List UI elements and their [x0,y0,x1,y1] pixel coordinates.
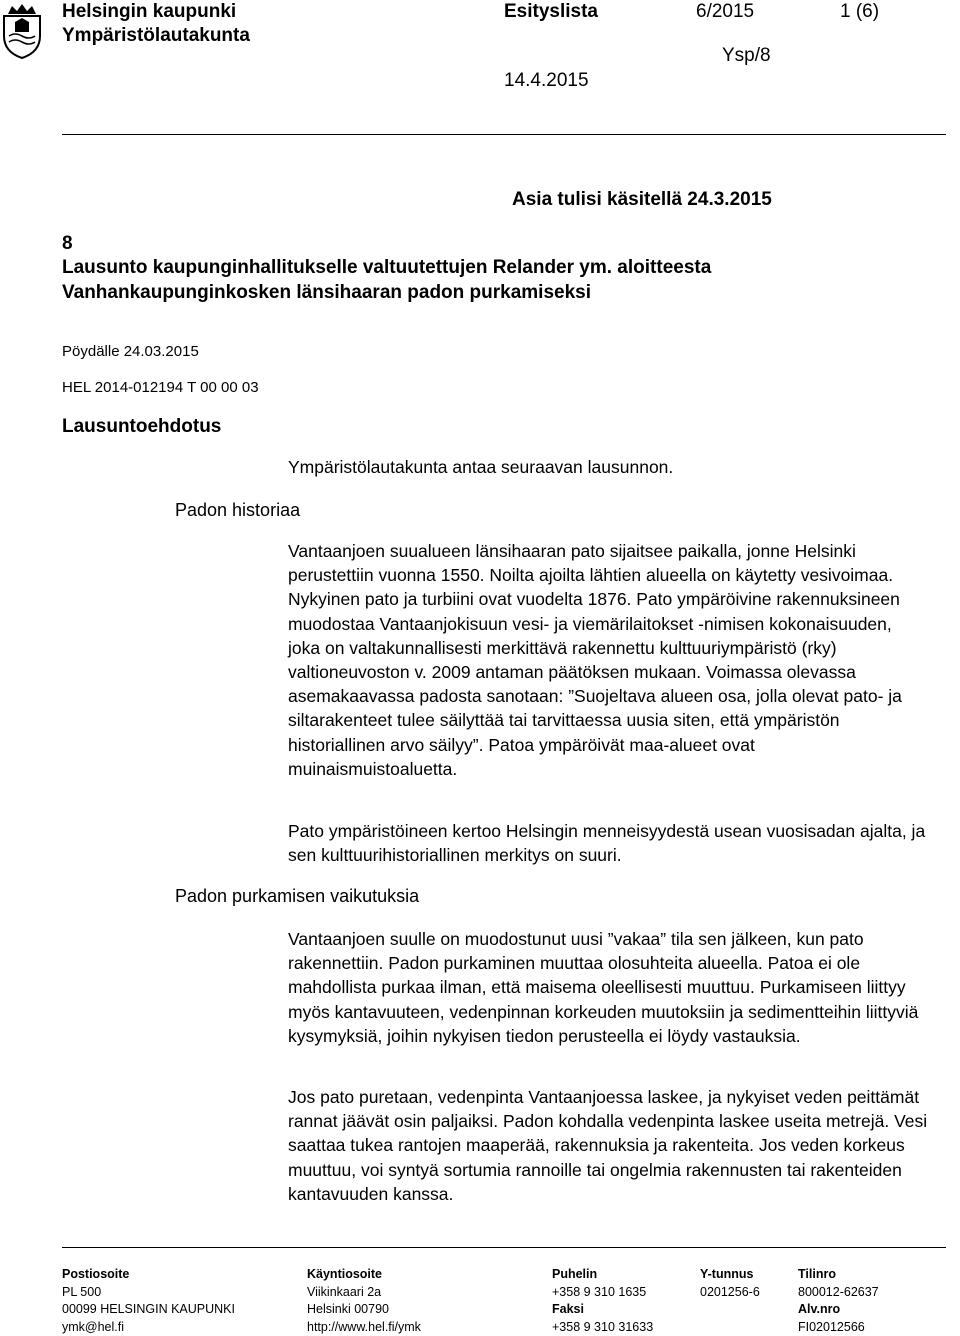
footer-business-id [700,1266,760,1301]
header-unit: Ympäristölautakunta [62,24,250,48]
body-paragraph: Pato ympäristöineen kertoo Helsingin menneisyydestä usean vuosisadan ajalta, ja sen kulttuurihistoriallinen merkitys on suuri. [288,819,928,867]
footer-label: Postiosoite [62,1266,235,1284]
footer-account [798,1266,879,1336]
footer-value: +358 9 310 1635 [552,1284,653,1302]
footer-postal-address [62,1266,235,1336]
footer-value: Helsinki 00790 [307,1301,421,1319]
footer-label: Puhelin [552,1266,653,1284]
body-paragraph: Jos pato puretaan, vedenpinta Vantaanjoessa laskee, ja nykyiset veden peittämät rannat jäävät osin paljaiksi. Padon kohdalla vedenpinta laskee useita metrejä. Vesi saattaa tukea rantojen maaperää, rakennuksia ja rakenteita. Jos veden korkeus muuttuu, voi syntyä sortumia rannoille tai ongelmia rakennusten tai rakenteiden kantavuuden kanssa. [288,1085,928,1206]
case-reference: HEL 2014-012194 T 00 00 03 [62,378,259,398]
footer-label: Alv.nro [798,1301,879,1319]
footer-divider [62,1247,946,1248]
footer-label: Faksi [552,1301,653,1319]
footer-value: FI02012566 [798,1319,879,1336]
body-paragraph: Ympäristölautakunta antaa seuraavan lausunnon. [288,455,928,479]
helsinki-crest-logo [0,2,44,60]
footer-value: PL 500 [62,1284,235,1302]
header-section-code: Ysp/8 [722,44,771,68]
header-divider [62,134,946,135]
header-date: 14.4.2015 [504,69,589,93]
body-paragraph: Vantaanjoen suualueen länsihaaran pato sijaitsee paikalla, jonne Helsinki perustettiin vuonna 1550. Noilta ajoilta lähtien alueella on käytetty vesivoimaa. Nykyinen pato ja turbiini ovat vuodelta 1876. Pato ympäröivine rakennuksineen muodostaa Vantaanjokisuun vesi- ja viemärilaitokset -nimisen kokonaisuuden, joka on valtakunnallisesti merkittävä rakennettu kulttuuriympäristö (rky) valtioneuvoston v. 2009 antaman päätöksen mukaan. Voimassa olevassa asemakaavassa padosta sanotaan: ”Suojeltava alueen osa, jolla olevat pato- ja siltarakenteet tulee säilyttää tai tarvittaessa uusia siten, että ympäristön historiallinen arvo säilyy”. Patoa ympäröivät maa-alueet ovat muinaismuistoaluetta. [288,539,928,781]
footer-visiting-address [307,1266,421,1336]
item-number: 8 [62,232,73,256]
footer-phone [552,1266,653,1336]
footer-label: Y-tunnus [700,1266,760,1284]
handling-date-note: Asia tulisi käsitellä 24.3.2015 [512,188,772,212]
footer-label: Käyntiosoite [307,1266,421,1284]
tabled-date: Pöydälle 24.03.2015 [62,342,199,362]
footer-url: http://www.hel.fi/ymk [307,1319,421,1336]
footer-value: +358 9 310 31633 [552,1319,653,1336]
footer-value: Viikinkaari 2a [307,1284,421,1302]
side-heading-history: Padon historiaa [175,498,300,522]
footer-label: Tilinro [798,1266,879,1284]
footer-value: 0201256-6 [700,1284,760,1302]
header-list-number: 6/2015 [696,0,754,24]
side-heading-effects: Padon purkamisen vaikutuksia [175,884,419,908]
body-paragraph: Vantaanjoen suulle on muodostunut uusi ”vakaa” tila sen jälkeen, kun pato rakennettiin. Padon purkaminen muuttaa olosuhteita alueella. Patoa ei ole mahdollista purkaa ilman, että maisema oleellisesti muuttuu. Purkamiseen liittyy myös kantavuuteen, vedenpinnan korkeuden muutoksiin ja sedimentteihin liittyviä kysymyksiä, joihin nykyisen tiedon perusteella ei löydy vastauksia. [288,927,928,1048]
footer-value: 800012-62637 [798,1284,879,1302]
header-page-number: 1 (6) [840,0,879,24]
item-title: Lausunto kaupunginhallitukselle valtuutettujen Relander ym. aloitteesta Vanhankaupunginkosken länsihaaran padon purkamiseksi [62,256,782,305]
header-list-type: Esityslista [504,0,598,24]
footer-email: ymk@hel.fi [62,1319,235,1336]
footer-value: 00099 HELSINGIN KAUPUNKI [62,1301,235,1319]
header-org: Helsingin kaupunki [62,0,236,24]
section-heading: Lausuntoehdotus [62,414,221,440]
